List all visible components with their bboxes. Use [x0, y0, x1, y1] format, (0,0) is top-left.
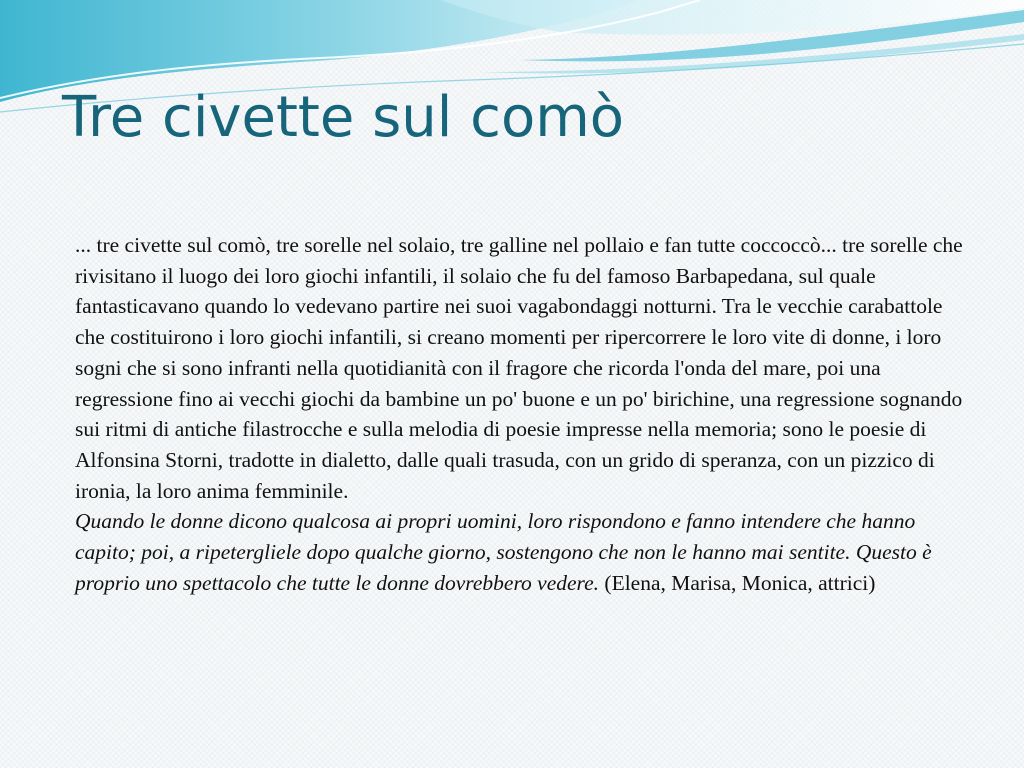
quote-attribution: (Elena, Marisa, Monica, attrici): [599, 570, 876, 595]
quote-paragraph: [75, 506, 965, 598]
body-paragraph: ... tre civette sul comò, tre sorelle nel solaio, tre galline nel pollaio e fan tutte coccoccò... tre sorelle che rivisitano il luogo dei loro giochi infantili, il solaio che fu del famoso Barbapedana, sul quale fantasticavano quando lo vedevano partire nei suoi vagabondaggi notturni. Tra le vecchie carabattole che costituirono i loro giochi infantili, si creano momenti per ripercorrere le loro vite di donne, i loro sogni che si sono infranti nella quotidianità con il fragore che ricorda l'onda del mare, poi una regressione fino ai vecchi giochi da bambine un po' buone e un po' birichine, una regressione sognando sui ritmi di antiche filastrocche e sulla melodia di poesie impresse nella memoria; sono le poesie di Alfonsina Storni, tradotte in dialetto, dalle quali trasuda, con un grido di speranza, con un pizzico di ironia, la loro anima femminile.: [75, 233, 963, 503]
slide-title: Tre civette sul comò: [62, 85, 625, 150]
slide-body: [75, 230, 965, 598]
quote-italic: Quando le donne dicono qualcosa ai propri uomini, loro rispondono e fanno intendere che hanno capito; poi, a ripetergliele dopo qualche giorno, sostengono che non le hanno mai sentite. Questo è proprio uno spettacolo che tutte le donne dovrebbero vedere.: [75, 509, 932, 595]
